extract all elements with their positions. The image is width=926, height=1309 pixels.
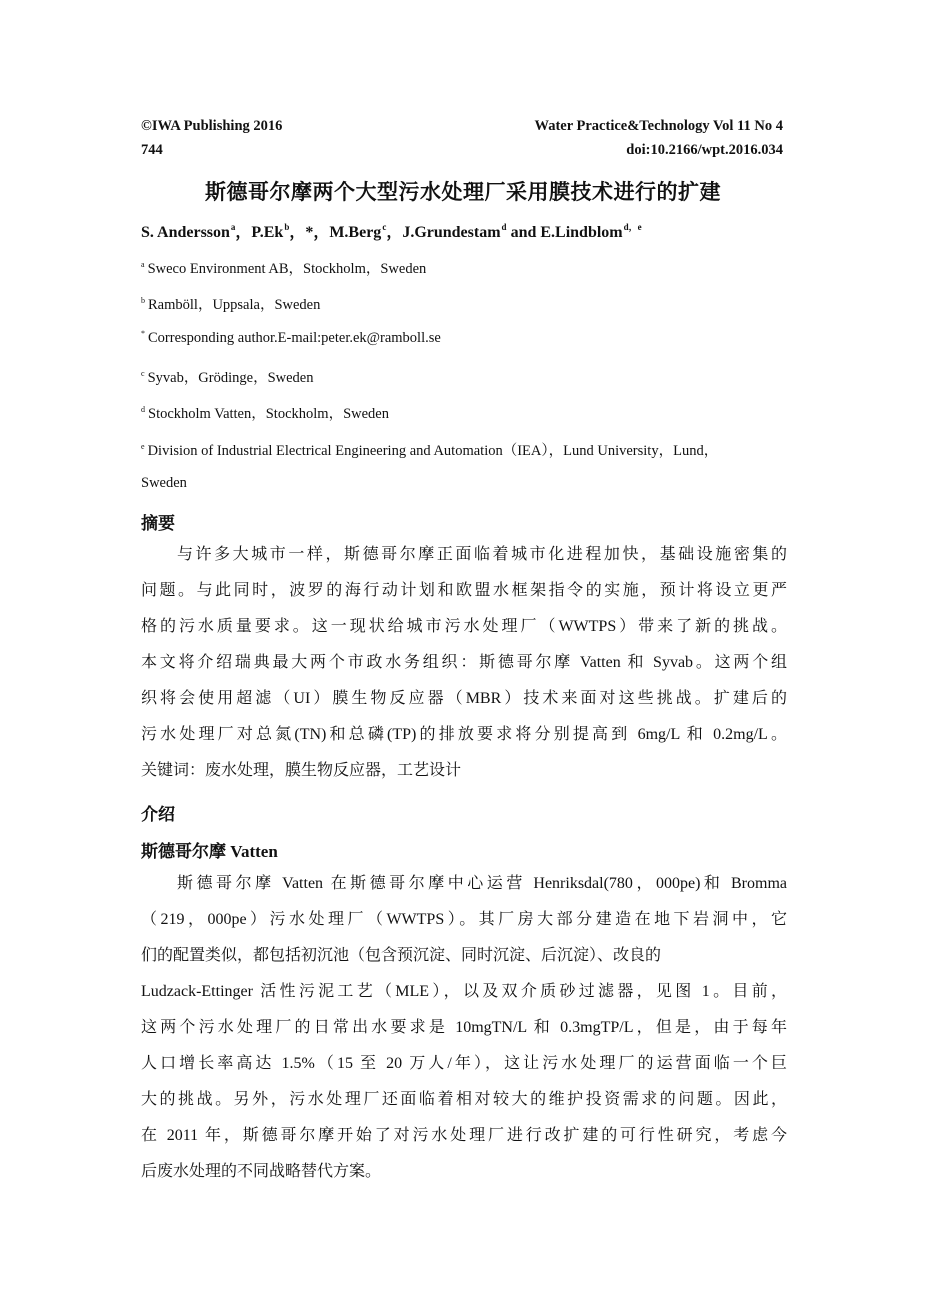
affiliation-c — [141, 366, 313, 387]
affiliation-text: Ramböll，Uppsala，Sweden — [148, 297, 321, 313]
abstract-line: 本文将介绍瑞典最大两个市政水务组织：斯德哥尔摩 Vatten 和 Syvab。这两个组 — [141, 654, 787, 671]
intro-line: 人口增长率高达 1.5%（15 至 20 万人/年），这让污水处理厂的运营面临一个巨 — [141, 1055, 787, 1072]
affiliation-a — [141, 257, 426, 278]
intro-line: 斯德哥尔摩 Vatten 在斯德哥尔摩中心运营 Henriksdal(780，000pe)和 Bromma — [177, 875, 787, 892]
intro-line: Ludzack-Ettinger 活性污泥工艺（MLE），以及双介质砂过滤器，见图 1。目前， — [141, 983, 787, 1000]
page-number: 744 — [141, 142, 163, 158]
abstract-heading: 摘要 — [141, 514, 175, 533]
author-name: ，J.Grundestam — [386, 224, 501, 241]
author-sup: b — [284, 222, 290, 232]
intro-subheading: 斯德哥尔摩 Vatten — [141, 842, 278, 861]
author-sup: d — [501, 222, 507, 232]
affiliation-d — [141, 402, 389, 423]
affiliation-mark: d — [141, 405, 145, 414]
author-name: and E.Lindblom — [506, 224, 623, 241]
author-name: ，P.Ek — [235, 224, 284, 241]
abstract-line: 污水处理厂对总氮(TN)和总磷(TP)的排放要求将分别提高到 6mg/L 和 0.2mg/L。 — [141, 726, 787, 743]
doi-line: doi:10.2166/wpt.2016.034 — [626, 142, 783, 158]
affiliation-text: Stockholm Vatten，Stockholm，Sweden — [148, 406, 389, 422]
running-header-row-1 — [141, 118, 783, 135]
intro-heading: 介绍 — [141, 805, 175, 824]
author-sup: a — [230, 222, 236, 232]
intro-line: （219，000pe）污水处理厂（WWTPS）。其厂房大部分建造在地下岩洞中，它 — [141, 911, 787, 928]
abstract-line: 格的污水质量要求。这一现状给城市污水处理厂（WWTPS）带来了新的挑战。 — [141, 618, 787, 635]
abstract-line: 与许多大城市一样，斯德哥尔摩正面临着城市化进程加快，基础设施密集的 — [177, 546, 787, 563]
affiliation-mark: * — [141, 329, 145, 338]
affiliation-mark: e — [141, 442, 145, 451]
affiliation-e-continued: Sweden — [141, 475, 187, 491]
affiliation-e — [141, 439, 718, 460]
affiliation-text: Corresponding author.E-mail:peter.ek@ramboll.se — [148, 330, 441, 346]
intro-line: 在 2011 年，斯德哥尔摩开始了对污水处理厂进行改扩建的可行性研究，考虑今 — [141, 1127, 787, 1144]
intro-line: 们的配置类似，都包括初沉池（包含预沉淀、同时沉淀、后沉淀）、改良的 — [141, 947, 662, 964]
author-name: ，*，M.Berg — [289, 224, 382, 241]
paper-title: 斯德哥尔摩两个大型污水处理厂采用膜技术进行的扩建 — [205, 180, 721, 204]
intro-line: 这两个污水处理厂的日常出水要求是 10mgTN/L 和 0.3mgTP/L，但是，由于每年 — [141, 1019, 787, 1036]
journal-line: Water Practice&Technology Vol 11 No 4 — [534, 118, 783, 134]
affiliation-mark: b — [141, 296, 145, 305]
affiliation-text: Syvab，Grödinge，Sweden — [147, 370, 314, 386]
intro-body — [141, 866, 787, 1190]
corresponding-author — [141, 329, 441, 347]
affiliation-mark: a — [141, 260, 145, 269]
author-name: S. Andersson — [141, 224, 230, 241]
author-sup: c — [382, 222, 387, 232]
abstract-line: 问题。与此同时，波罗的海行动计划和欧盟水框架指令的实施，预计将设立更严 — [141, 582, 787, 599]
keywords-line: 关键词：废水处理，膜生物反应器，工艺设计 — [141, 762, 462, 779]
publisher-line: ©IWA Publishing 2016 — [141, 118, 283, 134]
author-list — [141, 219, 642, 242]
affiliation-b — [141, 293, 320, 314]
affiliation-mark: c — [141, 369, 145, 378]
abstract-line: 织将会使用超滤（UI）膜生物反应器（MBR）技术来面对这些挑战。扩建后的 — [141, 690, 787, 707]
author-sup: d，e — [623, 222, 642, 232]
intro-line: 后废水处理的不同战略替代方案。 — [141, 1163, 382, 1180]
affiliation-text: Sweco Environment AB，Stockholm，Sweden — [147, 261, 427, 277]
affiliation-text: Division of Industrial Electrical Engineering and Automation（IEA），Lund University，Lund， — [147, 443, 719, 459]
abstract-body — [141, 537, 787, 789]
intro-line: 大的挑战。另外，污水处理厂还面临着相对较大的维护投资需求的问题。因此， — [141, 1091, 787, 1108]
running-header-row-2 — [141, 142, 783, 159]
